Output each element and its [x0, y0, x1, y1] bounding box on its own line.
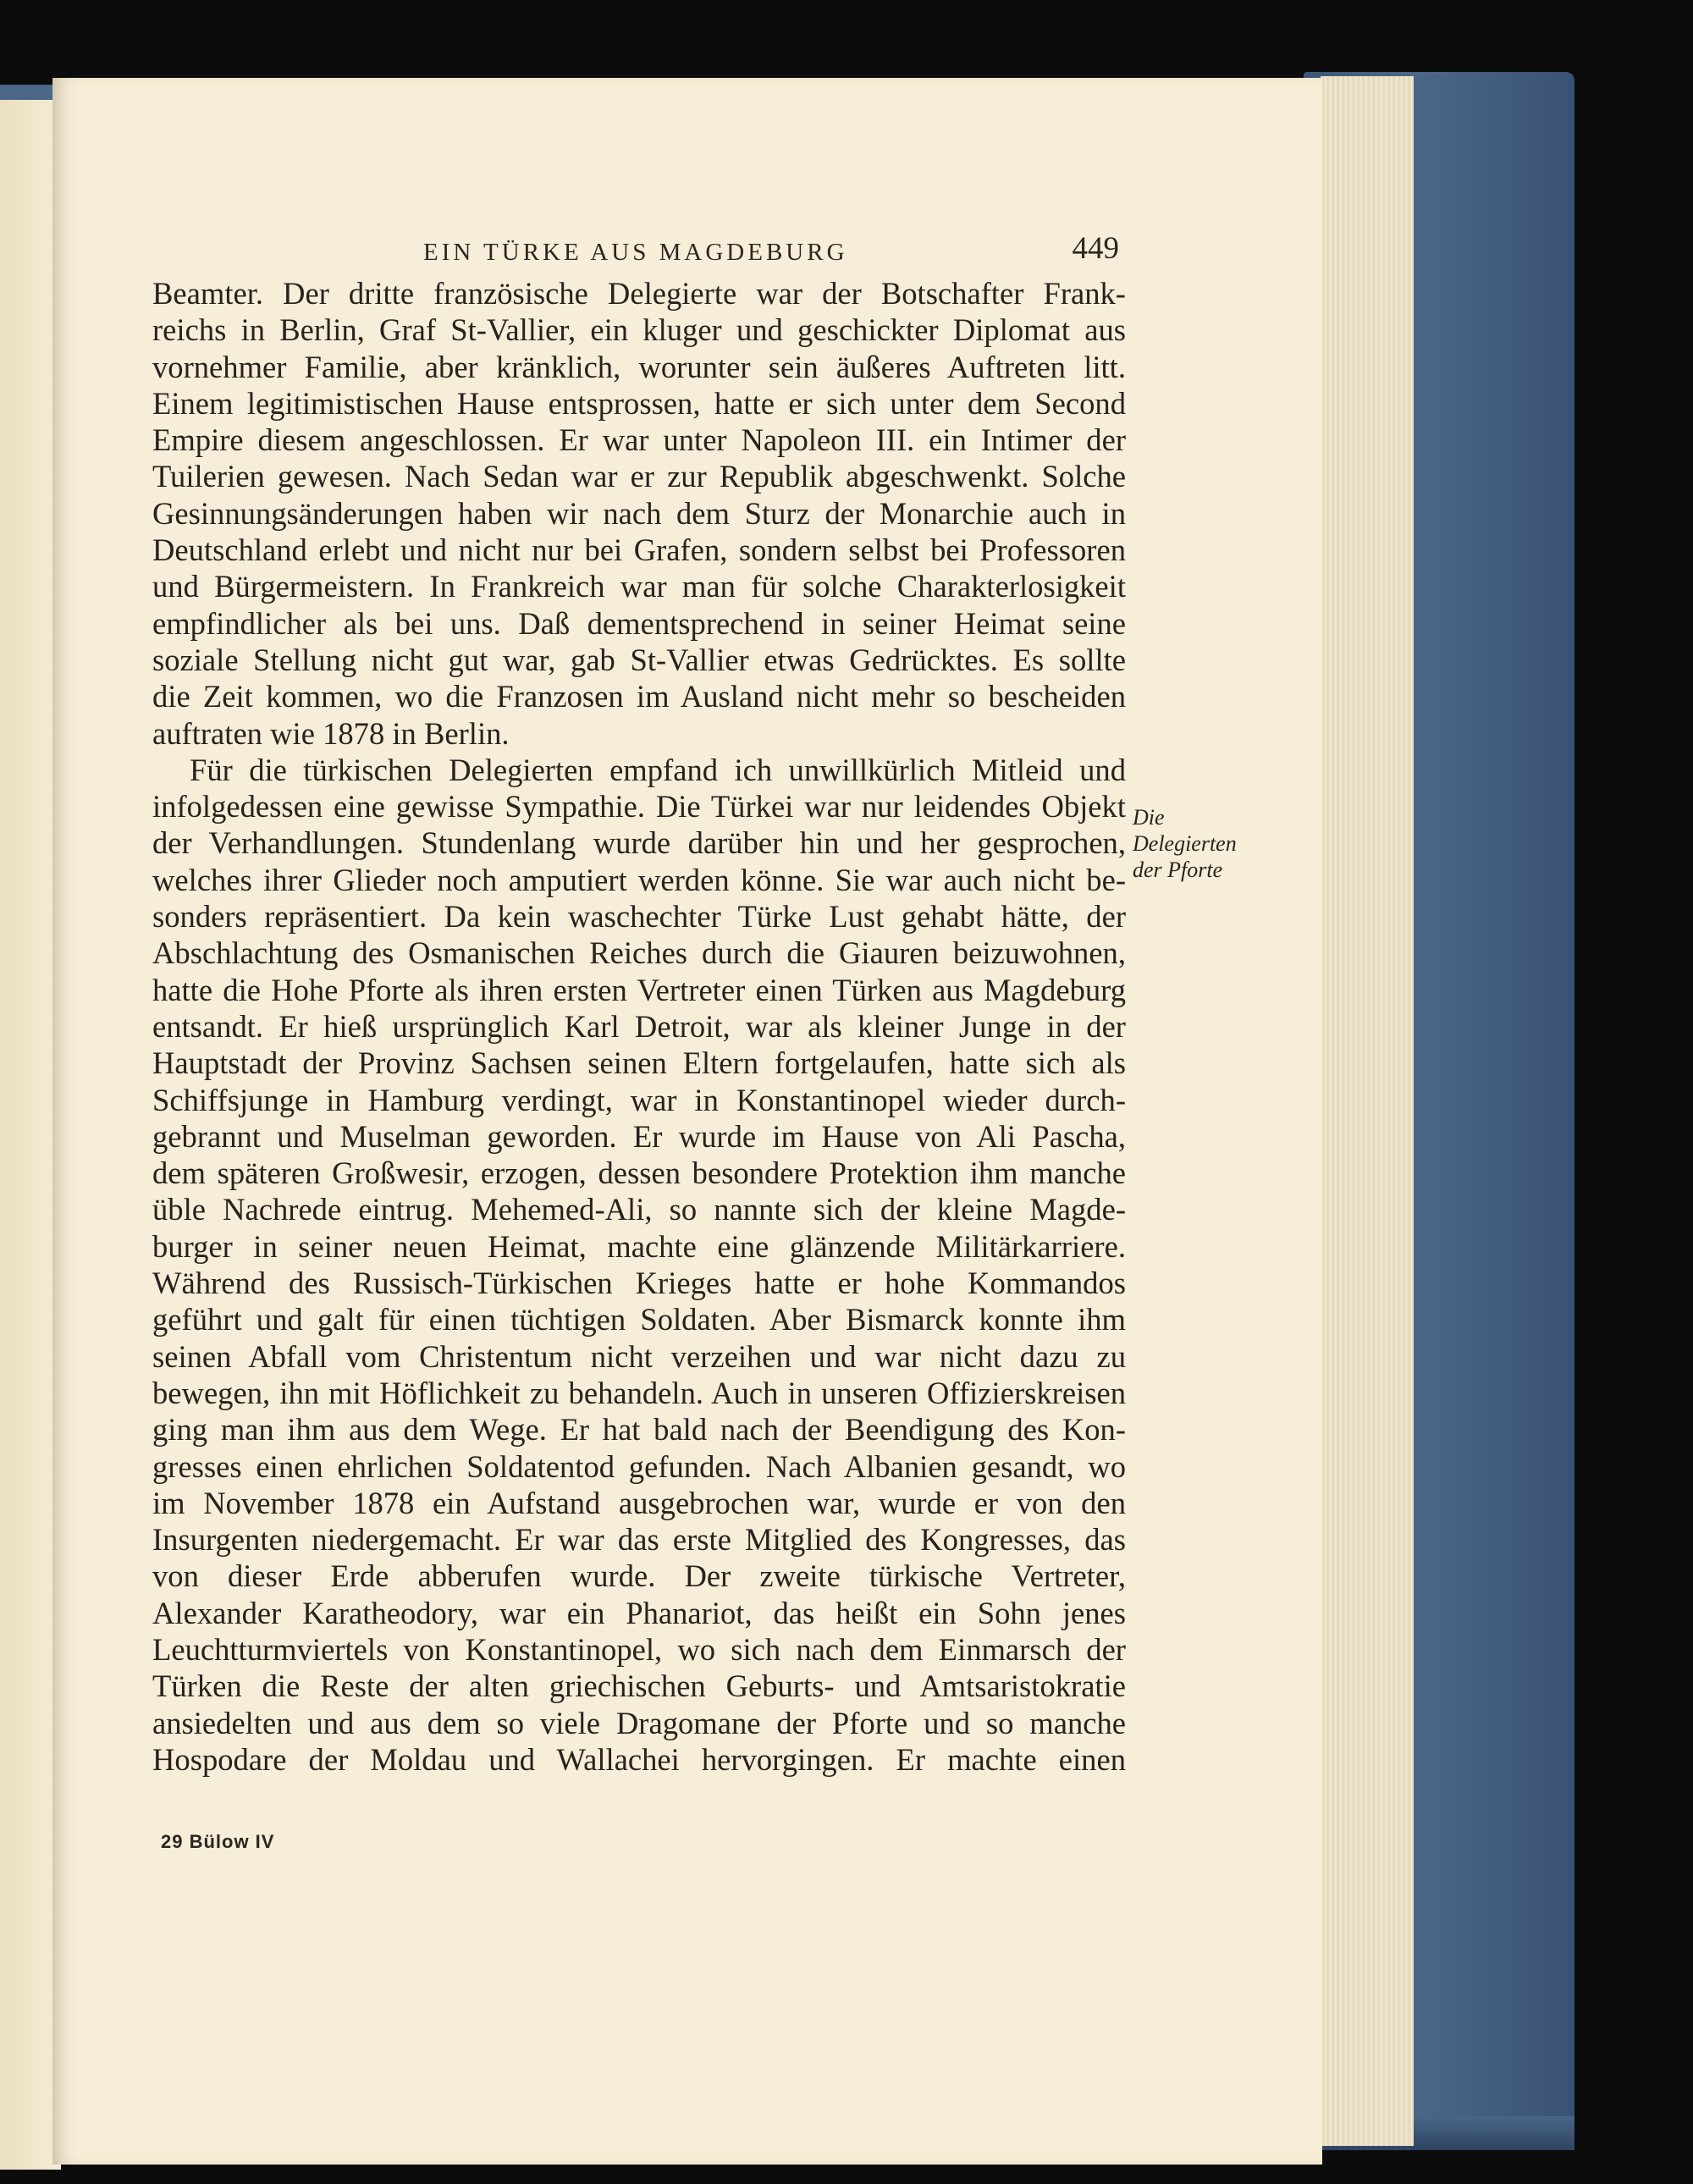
page-edges: [1321, 76, 1414, 2146]
margin-note-line: Die: [1133, 805, 1165, 830]
text-line: von dieser Erde abberufen wurde. Der zweite türkische Vertreter,: [152, 1558, 1126, 1594]
text-line: üble Nachrede eintrug. Mehemed-Ali, so nannte sich der kleine Magde-: [152, 1192, 1126, 1227]
text-line: hatte die Hohe Pforte als ihren ersten Vertreter einen Türken aus Magdeburg: [152, 972, 1126, 1007]
text-line: der Verhandlungen. Stundenlang wurde darüber hin und her gesprochen,: [152, 825, 1126, 861]
text-line: burger in seiner neuen Heimat, machte eine glänzende Militärkarriere.: [152, 1228, 1126, 1264]
text-line: infolgedessen eine gewisse Sympathie. Die Türkei war nur leidendes Objekt: [152, 789, 1126, 825]
text-line: vornehmer Familie, aber kränklich, worunter sein äußeres Auftreten litt.: [152, 349, 1126, 384]
text-line: Empire diesem angeschlossen. Er war unter Napoleon III. ein Intimer der: [152, 422, 1126, 458]
text-line: Beamter. Der dritte französische Delegierte war der Botschafter Frank-: [152, 276, 1126, 311]
text-line: Abschlachtung des Osmanischen Reiches durch die Giauren beizuwohnen,: [152, 935, 1126, 971]
text-line: dem späteren Großwesir, erzogen, dessen besondere Protektion ihm manche: [152, 1155, 1126, 1191]
text-line: Insurgenten niedergemacht. Er war das erste Mitglied des Kongresses, das: [152, 1522, 1126, 1558]
text-line: sonders repräsentiert. Da kein waschechter Türke Lust gehabt hätte, der: [152, 899, 1126, 935]
text-line: auftraten wie 1878 in Berlin.: [152, 715, 510, 751]
margin-note: [1133, 804, 1243, 883]
text-line: seinen Abfall vom Christentum nicht verzeihen und war nicht dazu zu: [152, 1338, 1126, 1374]
text-line: ansiedelten und aus dem so viele Dragomane der Pforte und so manche: [152, 1705, 1126, 1740]
signature-mark: 29 Bülow IV: [161, 1831, 275, 1852]
text-line: Türken die Reste der alten griechischen Geburts- und Amtsaristokratie: [152, 1668, 1126, 1704]
page-number: 449: [1072, 231, 1119, 266]
text-line: Tuilerien gewesen. Nach Sedan war er zur Republik abgeschwenkt. Solche: [152, 459, 1126, 494]
text-line: empfindlicher als bei uns. Daß dementsprechend in seiner Heimat seine: [152, 605, 1126, 641]
text-line: Deutschland erlebt und nicht nur bei Grafen, sondern selbst bei Professoren: [152, 532, 1126, 568]
text-line: die Zeit kommen, wo die Franzosen im Ausland nicht mehr so bescheiden: [152, 679, 1126, 714]
margin-note-line: der Pforte: [1133, 858, 1223, 882]
text-line: Hauptstadt der Provinz Sachsen seinen Eltern fortgelaufen, hatte sich als: [152, 1045, 1126, 1081]
text-line: Schiffsjunge in Hamburg verdingt, war in Konstantinopel wieder durch-: [152, 1082, 1126, 1117]
text-line: geführt und galt für einen tüchtigen Soldaten. Aber Bismarck konnte ihm: [152, 1302, 1126, 1337]
text-line: gresses einen ehrlichen Soldatentod gefunden. Nach Albanien gesandt, wo: [152, 1448, 1126, 1484]
text-line: Einem legitimistischen Hause entsprossen, hatte er sich unter dem Second: [152, 385, 1126, 421]
text-line: Gesinnungsänderungen haben wir nach dem Sturz der Monarchie auch in: [152, 495, 1126, 531]
running-head-title: EIN TÜRKE AUS MAGDEBURG: [423, 239, 848, 266]
text-line: Leuchtturmviertels von Konstantinopel, wo sich nach dem Einmarsch der: [152, 1631, 1126, 1667]
text-line: Während des Russisch-Türkischen Krieges hatte er hohe Kommandos: [152, 1266, 1126, 1301]
text-line: im November 1878 ein Aufstand ausgebrochen war, wurde er von den: [152, 1485, 1126, 1520]
text-line: Hospodare der Moldau und Wallachei hervorgingen. Er machte einen: [152, 1741, 1126, 1777]
text-line: bewegen, ihn mit Höflichkeit zu behandeln. Auch in unseren Offizierskreisen: [152, 1375, 1126, 1410]
text-line: gebrannt und Muselman geworden. Er wurde im Hause von Ali Pascha,: [152, 1118, 1126, 1154]
text-line: und Bürgermeistern. In Frankreich war man für solche Charakterlosigkeit: [152, 569, 1126, 604]
text-line: reichs in Berlin, Graf St-Vallier, ein kluger und geschickter Diplomat aus: [152, 312, 1126, 348]
margin-note-line: Delegierten: [1133, 831, 1237, 856]
text-line: ging man ihm aus dem Wege. Er hat bald nach der Beendigung des Kon-: [152, 1412, 1126, 1448]
text-line: entsandt. Er hieß ursprünglich Karl Detroit, war als kleiner Junge in der: [152, 1008, 1126, 1044]
text-line: soziale Stellung nicht gut war, gab St-Vallier etwas Gedrücktes. Es sollte: [152, 642, 1126, 677]
text-line: Alexander Karatheodory, war ein Phanariot, das heißt ein Sohn jenes: [152, 1595, 1126, 1630]
text-line: welches ihrer Glieder noch amputiert werden könne. Sie war auch nicht be-: [152, 862, 1126, 897]
text-line: Für die türkischen Delegierten empfand ich unwillkürlich Mitleid und: [190, 752, 1126, 787]
running-head: [152, 227, 1126, 269]
body-text: [152, 275, 1126, 1778]
